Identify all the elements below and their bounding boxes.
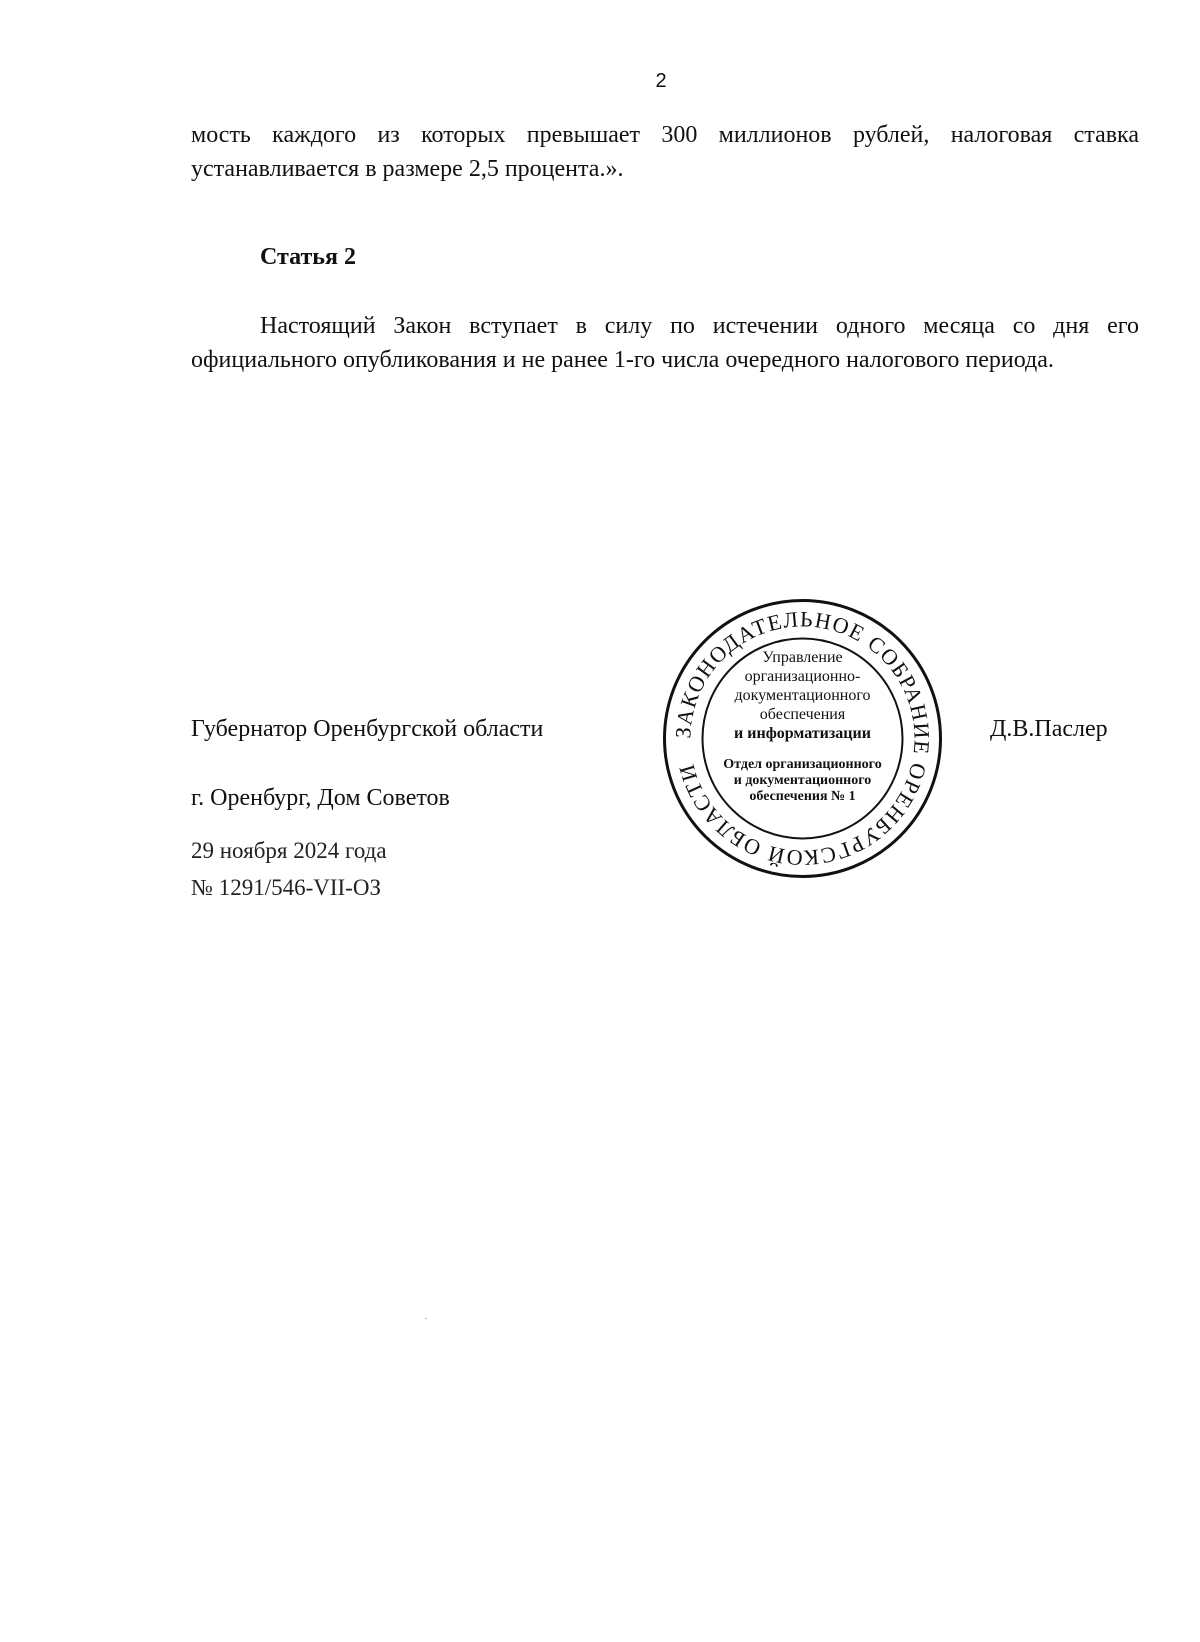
signing-date: 29 ноября 2024 года bbox=[191, 838, 387, 863]
seal-line: и информатизации bbox=[734, 725, 871, 742]
official-seal bbox=[660, 596, 945, 881]
seal-sub-line: Отдел организационного bbox=[723, 757, 882, 772]
seal-line: обеспечения bbox=[759, 706, 846, 723]
law-number: № 1291/546-VII-ОЗ bbox=[191, 875, 381, 900]
seal-center bbox=[715, 648, 890, 805]
signing-place: г. Оренбург, Дом Советов bbox=[191, 785, 450, 811]
signatory-name: Д.В.Паслер bbox=[990, 716, 1108, 742]
signatory-position: Губернатор Оренбургской области bbox=[191, 716, 544, 742]
seal-sub-line: обеспечения № 1 bbox=[749, 789, 856, 804]
seal-line: организационно- bbox=[744, 668, 861, 685]
seal-line: документационного bbox=[734, 687, 871, 704]
paragraph-continuation: мость каждого из которых превышает 300 миллионов рублей, налоговая ставка устанавливается в размере 2,5 процента.». bbox=[191, 122, 1139, 182]
seal-line: Управление bbox=[762, 649, 843, 666]
article-heading: Статья 2 bbox=[260, 244, 356, 270]
scan-speck bbox=[425, 1318, 427, 1319]
seal-ring-text: ЗАКОНОДАТЕЛЬНОЕ СОБРАНИЕ ОРЕНБУРГСКОЙ ОБЛАСТИ bbox=[670, 606, 935, 871]
seal-sub-line: и документационного bbox=[733, 773, 872, 788]
article-text: Настоящий Закон вступает в силу по истечении одного месяца со дня его официального опубликования и не ранее 1-го числа очередного налогового периода. bbox=[191, 313, 1139, 373]
page-number: 2 bbox=[655, 70, 667, 92]
